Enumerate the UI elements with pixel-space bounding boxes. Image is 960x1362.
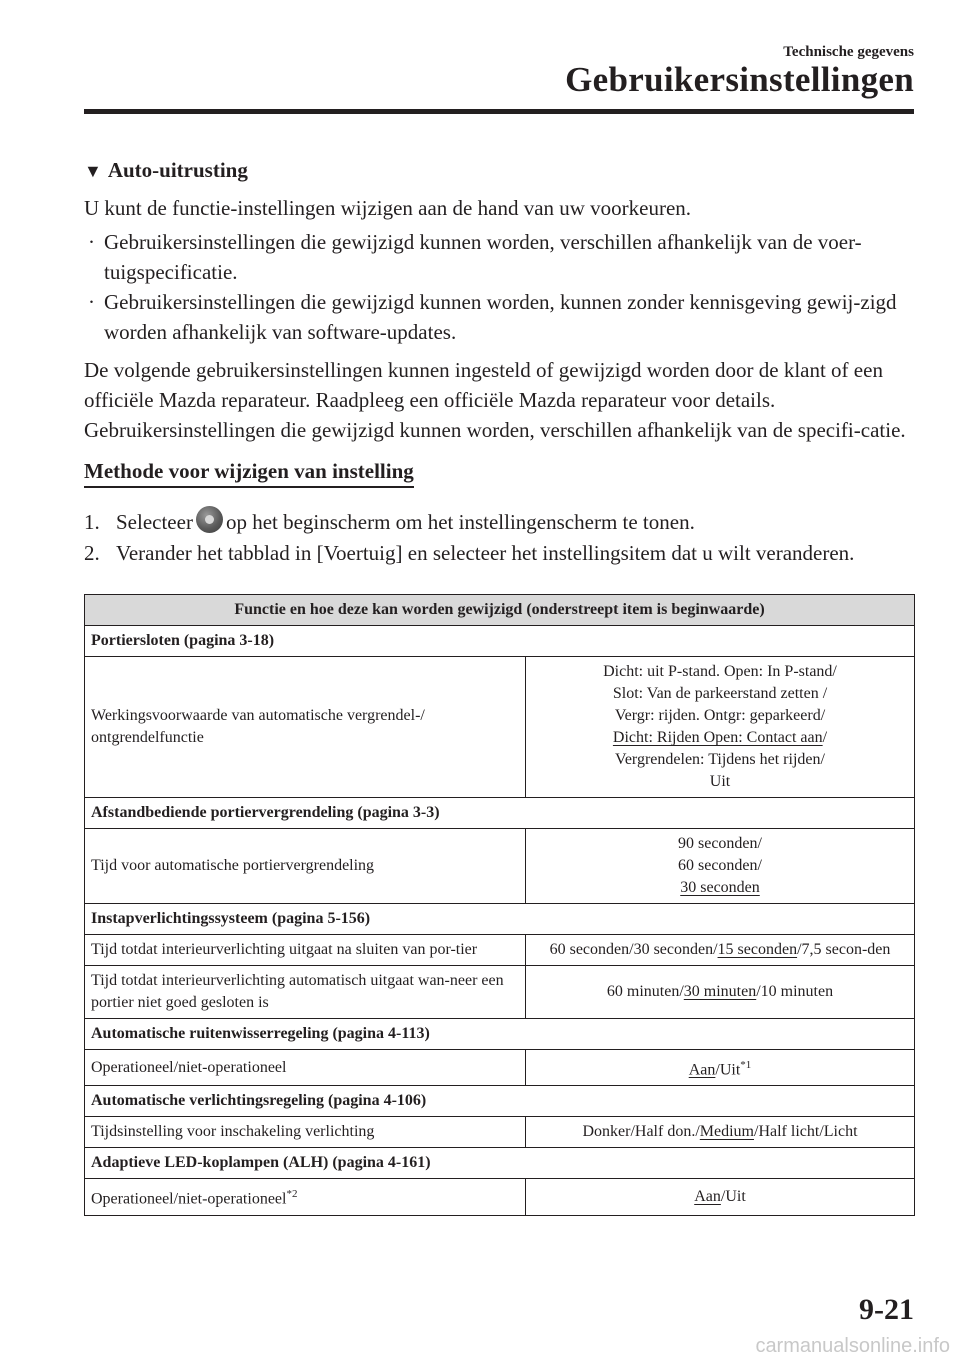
- group-row: [85, 626, 915, 657]
- watermark: carmanualsonline.info: [755, 1335, 950, 1357]
- table-row: [85, 829, 915, 904]
- step-text: Selecteer: [116, 510, 193, 534]
- option-line: Vergr: rijden. Ontgr: geparkeerd/: [614, 707, 826, 724]
- setting-options: [526, 1179, 915, 1215]
- step-2: [84, 538, 914, 569]
- bullet-dot-icon: ·: [88, 290, 95, 314]
- settings-table: [84, 594, 915, 1216]
- setting-options: [526, 966, 915, 1019]
- option-line: 90 seconden/: [678, 835, 762, 852]
- page-number: 9-21: [859, 1293, 914, 1326]
- table-row: [85, 1050, 915, 1086]
- step-1: [84, 506, 914, 538]
- steps-list: [84, 506, 914, 569]
- group-row: [85, 1148, 915, 1179]
- group-title: Adaptieve LED-koplampen (ALH) (pagina 4-161): [85, 1148, 915, 1179]
- group-title: Afstandbediende portiervergrendeling (pagina 3-3): [85, 798, 915, 829]
- table-row: [85, 1117, 915, 1148]
- option-text: /Uit: [715, 1061, 741, 1079]
- setting-label-text: Operationeel/niet-operationeel: [91, 1190, 287, 1208]
- method-heading: Methode voor wijzigen van instelling: [84, 459, 414, 488]
- step-number: 2.: [84, 541, 100, 565]
- table-row: [85, 966, 915, 1019]
- option-line: [532, 727, 908, 749]
- setting-label: Werkingsvoorwaarde van automatische vergrendel-/ ontgrendelfunctie: [85, 657, 526, 798]
- option-text: /Half licht/Licht: [754, 1123, 858, 1141]
- group-row: [85, 1086, 915, 1117]
- option-text: 60 minuten/: [606, 983, 684, 1000]
- default-option: 30 seconden: [680, 879, 760, 896]
- default-option: Medium: [699, 1123, 754, 1141]
- group-title: Instapverlichtingssysteem (pagina 5-156): [85, 904, 915, 935]
- chapter-label: Technische gegevens: [783, 44, 914, 60]
- setting-options: [526, 935, 915, 966]
- footnote-marker: *2: [286, 1188, 298, 1201]
- option-text: Donker/Half don./: [582, 1123, 700, 1141]
- setting-label: [85, 1179, 526, 1215]
- settings-gear-icon: [196, 506, 223, 533]
- option-line: [532, 877, 908, 899]
- option-line: Dicht: uit P-stand. Open: In P-stand/: [603, 663, 837, 680]
- section-title: Auto-uitrusting: [107, 158, 248, 182]
- table-row: [85, 657, 915, 798]
- setting-label: Tijd totdat interieurverlichting uitgaat na sluiten van por-tier: [85, 935, 526, 966]
- option-line: Vergrendelen: Tijdens het rijden/: [615, 751, 825, 768]
- setting-options: [526, 1117, 915, 1148]
- footnote-marker: *1: [740, 1059, 752, 1071]
- header-rule: [84, 109, 914, 114]
- bullet-text: Gebruikersinstellingen die gewijzigd kunnen worden, kunnen zonder kennisgeving gewij-zigd worden afhankelijk van software-updates.: [104, 290, 897, 344]
- main-content: [84, 158, 914, 569]
- group-row: [85, 798, 915, 829]
- option-line: Slot: Van de parkeerstand zetten /: [612, 685, 828, 702]
- group-row: [85, 1019, 915, 1050]
- table-header-row: [85, 595, 915, 626]
- default-option: 30 minuten: [683, 983, 757, 1000]
- default-option: 15 seconden: [717, 941, 798, 958]
- page-title: Gebruikersinstellingen: [565, 60, 914, 99]
- description-paragraph: De volgende gebruikersinstellingen kunnen ingesteld of gewijzigd worden door de klant of een officiële Mazda reparateur. Raadpleeg een officiële Mazda reparateur voor details. Gebruikersinstellingen die gewijzigd kunnen worden, verschillen afhankelijk van de specifi-catie.: [84, 358, 906, 442]
- table-header: Functie en hoe deze kan worden gewijzigd (onderstreept item is beginwaarde): [85, 595, 915, 626]
- setting-label: Operationeel/niet-operationeel: [85, 1050, 526, 1086]
- option-text: /10 minuten: [756, 983, 834, 1000]
- option-separator: /: [822, 729, 828, 746]
- setting-label: Tijd voor automatische portiervergrendeling: [85, 829, 526, 904]
- setting-options: [526, 657, 915, 798]
- setting-label: Tijd totdat interieurverlichting automatisch uitgaat wan-neer een portier niet goed gesloten is: [85, 966, 526, 1019]
- option-text: /7,5 secon-den: [797, 941, 891, 958]
- setting-options: [526, 829, 915, 904]
- section-heading: [84, 158, 914, 183]
- option-line: 60 seconden/: [678, 857, 762, 874]
- group-title: Portiersloten (pagina 3-18): [85, 626, 915, 657]
- triangle-down-icon: ▼: [84, 161, 102, 181]
- step-number: 1.: [84, 510, 100, 534]
- option-line: Uit: [709, 773, 731, 790]
- bullet-item: [84, 287, 914, 347]
- default-option: Aan: [694, 1187, 721, 1205]
- setting-options: [526, 1050, 915, 1086]
- table-row: [85, 1179, 915, 1215]
- group-title: Automatische ruitenwisserregeling (pagina 4-113): [85, 1019, 915, 1050]
- default-option: Dicht: Rijden Open: Contact aan: [612, 729, 823, 746]
- bullet-dot-icon: ·: [88, 230, 95, 254]
- default-option: Aan: [688, 1061, 716, 1079]
- step-text: Verander het tabblad in [Voertuig] en selecteer het instellingsitem dat u wilt veranderen.: [116, 541, 855, 565]
- step-text: op het beginscherm om het instellingenscherm te tonen.: [225, 510, 695, 534]
- bullet-item: [84, 227, 914, 287]
- intro-text: U kunt de functie-instellingen wijzigen aan de hand van uw voorkeuren.: [84, 196, 692, 220]
- group-title: Automatische verlichtingsregeling (pagina 4-106): [85, 1086, 915, 1117]
- option-text: 60 seconden/30 seconden/: [549, 941, 718, 958]
- bullet-text: Gebruikersinstellingen die gewijzigd kunnen worden, verschillen afhankelijk van de voer-tuigspecificatie.: [104, 230, 862, 284]
- group-row: [85, 904, 915, 935]
- setting-label: Tijdsinstelling voor inschakeling verlichting: [85, 1117, 526, 1148]
- option-text: /Uit: [720, 1187, 746, 1205]
- table-row: [85, 935, 915, 966]
